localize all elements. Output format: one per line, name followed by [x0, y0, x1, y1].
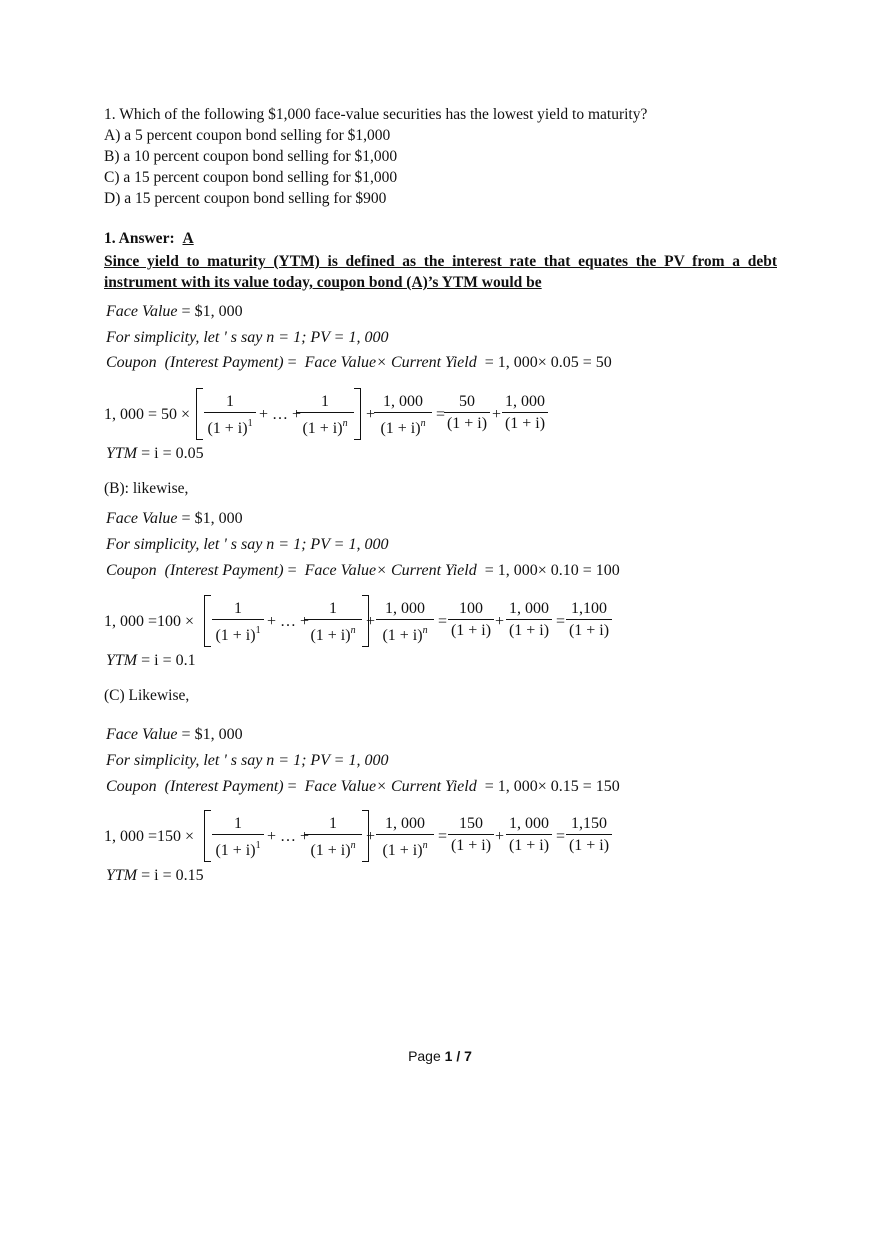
- coupon-line-a: Coupon (Interest Payment) = Face Value× Current Yield = 1, 000× 0.05 = 50: [106, 354, 612, 371]
- option-a: A) a 5 percent coupon bond selling for $1,000: [104, 127, 391, 144]
- answer-heading: [104, 230, 194, 248]
- ytm-line-c: YTM = i = 0.15: [106, 867, 204, 884]
- answer-explanation: Since yield to maturity (YTM) is defined as the interest rate that equates the PV from a debt instrument with its value today, coupon bond (A)’s YTM would be: [104, 253, 777, 291]
- coupon-line-c: Coupon (Interest Payment) = Face Value× Current Yield = 1, 000× 0.15 = 150: [106, 778, 620, 795]
- section-c-label: (C) Likewise,: [104, 687, 190, 704]
- section-b-label: (B): likewise,: [104, 480, 189, 497]
- question-block: [104, 104, 647, 209]
- coupon-line-b: Coupon (Interest Payment) = Face Value× Current Yield = 1, 000× 0.10 = 100: [106, 562, 620, 579]
- simplicity-line-a: For simplicity, let ' s say n = 1; PV = 1, 000: [106, 329, 389, 346]
- ytm-line-a: YTM = i = 0.05: [106, 445, 204, 462]
- face-value-line-b: Face Value = $1, 000: [106, 510, 243, 527]
- option-d: D) a 15 percent coupon bond selling for $900: [104, 190, 387, 207]
- pv-equation-a: 1, 000 = 50 × 1 $(1 + i)^1$ + … + 1 $(1 + i)^n$ + 1, 000 $(1 + i)^n$ = 50 (1 + i) + 1, 000 (1 + i): [104, 388, 564, 440]
- answer-label: 1. Answer:: [104, 230, 175, 247]
- option-b: B) a 10 percent coupon bond selling for $1,000: [104, 148, 398, 165]
- face-value-line-a: Face Value = $1, 000: [106, 303, 243, 320]
- option-c: C) a 15 percent coupon bond selling for $1,000: [104, 169, 398, 186]
- simplicity-line-c: For simplicity, let ' s say n = 1; PV = 1, 000: [106, 752, 389, 769]
- answer-letter: A: [182, 230, 194, 247]
- simplicity-line-b: For simplicity, let ' s say n = 1; PV = 1, 000: [106, 536, 389, 553]
- pv-equation-c: 1, 000 =150 × 1 $(1 + i)^1$ + … + 1 $(1 + i)^n$ + 1, 000 $(1 + i)^n$ = 150 (1 + i) + 1, 000 (1 + i) = 1,150 (1 + i): [104, 810, 624, 862]
- face-value-line-c: Face Value = $1, 000: [106, 726, 243, 743]
- pv-equation-b: 1, 000 =100 × 1 $(1 + i)^1$ + … + 1 $(1 + i)^n$ + 1, 000 $(1 + i)^n$ = 100 (1 + i) + 1, 000 (1 + i) = 1,100 (1 + i): [104, 595, 624, 647]
- page-number: Page 1 / 7: [408, 1048, 472, 1064]
- question-stem: 1. Which of the following $1,000 face-value securities has the lowest yield to maturity?: [104, 106, 648, 123]
- ytm-line-b: YTM = i = 0.1: [106, 652, 196, 669]
